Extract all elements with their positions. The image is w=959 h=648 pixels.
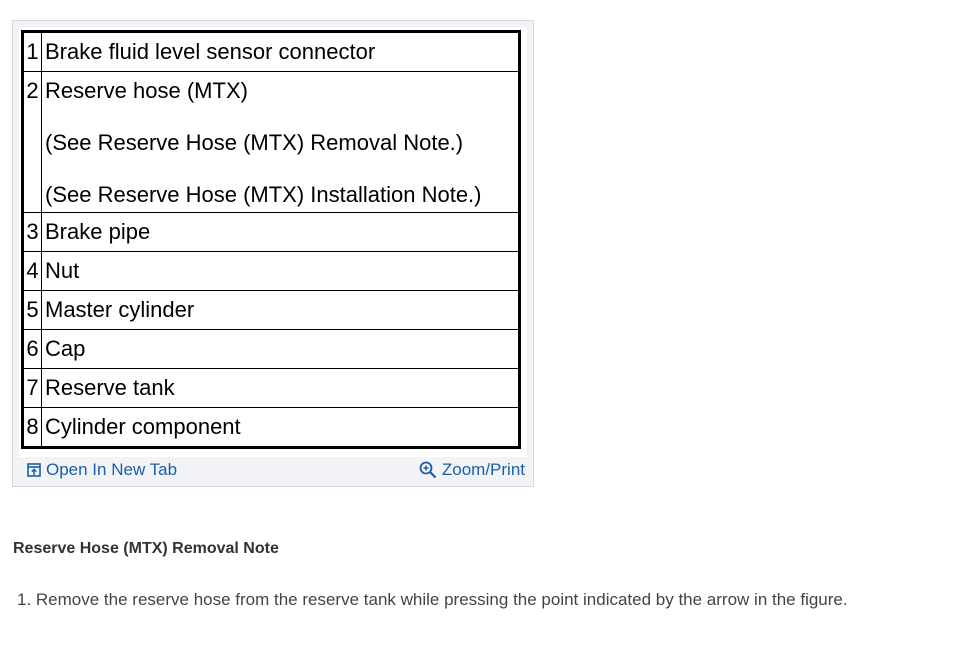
legend-row [23,252,520,291]
legend-label: Brake fluid level sensor connector [42,32,520,72]
zoom-print-label: Zoom/Print [441,460,525,479]
legend-row [23,213,520,252]
legend-label-line: (See Reserve Hose (MTX) Installation Note.) [45,182,482,207]
legend-number: 4 [23,252,42,291]
legend-row [23,291,520,330]
legend-row [23,330,520,369]
legend-table [21,30,521,449]
legend-number: 8 [23,408,42,448]
legend-label-line: (See Reserve Hose (MTX) Removal Note.) [45,130,464,155]
legend-label: Cap [42,330,520,369]
figure-footer [13,456,533,486]
legend-label: Master cylinder [42,291,520,330]
legend-label: Cylinder component [42,408,520,448]
zoom-print-link[interactable] [419,460,525,480]
legend-label: Nut [42,252,520,291]
legend-row [23,32,520,72]
zoom-in-icon [419,461,437,479]
legend-number: 1 [23,32,42,72]
figure-card [12,20,534,487]
legend-number: 6 [23,330,42,369]
legend-label [42,72,520,213]
open-new-tab-icon [27,463,41,477]
open-in-new-tab-link[interactable] [27,460,177,480]
legend-label: Brake pipe [42,213,520,252]
legend-figure [19,27,527,457]
legend-number: 7 [23,369,42,408]
legend-number: 2 [23,72,42,213]
legend-row [23,72,520,213]
legend-row [23,408,520,448]
legend-label-line: Reserve hose (MTX) [45,78,248,103]
open-in-new-tab-label: Open In New Tab [46,460,178,479]
legend-number: 5 [23,291,42,330]
legend-label: Reserve tank [42,369,520,408]
section-heading: Reserve Hose (MTX) Removal Note [13,540,279,557]
instruction-step: 1. Remove the reserve hose from the reserve tank while pressing the point indicated by the arrow in the figure. [17,590,848,609]
legend-row [23,369,520,408]
legend-number: 3 [23,213,42,252]
